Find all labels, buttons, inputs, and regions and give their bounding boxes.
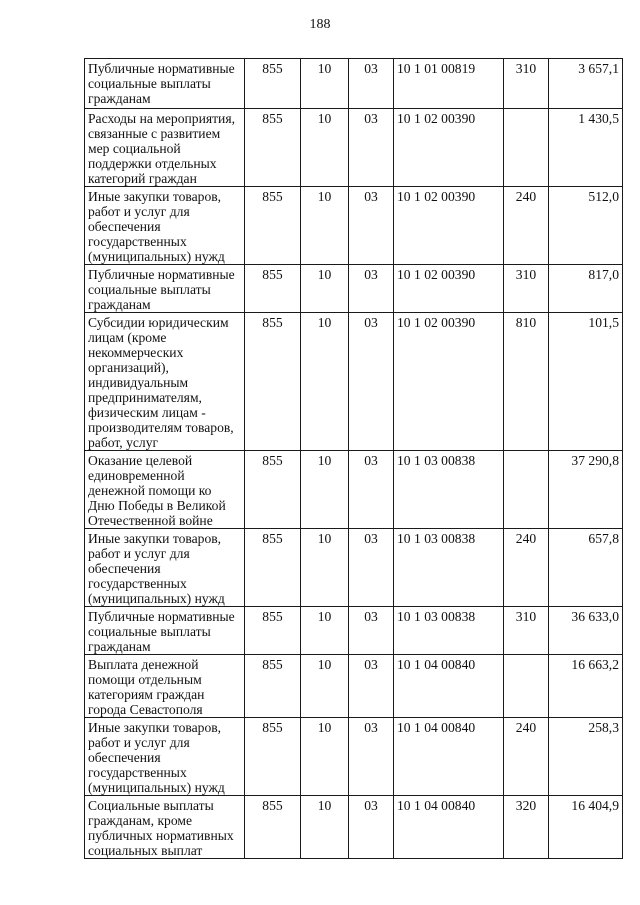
table-row xyxy=(85,265,623,313)
table-row xyxy=(85,109,623,187)
grbs-cell: 855 xyxy=(245,109,301,187)
subsection-cell: 03 xyxy=(349,313,394,451)
expense-name-cell: Иные закупки товаров, работ и услуг для обеспечения государственных (муниципальных) нужд xyxy=(85,718,245,796)
grbs-cell: 855 xyxy=(245,451,301,529)
expense-type-cell: 240 xyxy=(504,529,549,607)
subsection-cell: 03 xyxy=(349,655,394,718)
grbs-cell: 855 xyxy=(245,718,301,796)
table-row xyxy=(85,313,623,451)
target-article-cell: 10 1 02 00390 xyxy=(394,313,504,451)
section-cell: 10 xyxy=(301,718,349,796)
table-row xyxy=(85,718,623,796)
section-cell: 10 xyxy=(301,265,349,313)
section-cell: 10 xyxy=(301,313,349,451)
expense-type-cell xyxy=(504,451,549,529)
expense-type-cell: 810 xyxy=(504,313,549,451)
amount-cell: 37 290,8 xyxy=(549,451,623,529)
subsection-cell: 03 xyxy=(349,529,394,607)
amount-cell: 16 404,9 xyxy=(549,796,623,859)
section-cell: 10 xyxy=(301,796,349,859)
subsection-cell: 03 xyxy=(349,796,394,859)
expense-type-cell xyxy=(504,655,549,718)
target-article-cell: 10 1 04 00840 xyxy=(394,655,504,718)
grbs-cell: 855 xyxy=(245,529,301,607)
amount-cell: 101,5 xyxy=(549,313,623,451)
subsection-cell: 03 xyxy=(349,109,394,187)
section-cell: 10 xyxy=(301,59,349,109)
expense-name-cell: Расходы на мероприятия, связанные с развитием мер социальной поддержки отдельных категорий граждан xyxy=(85,109,245,187)
expense-name-cell: Иные закупки товаров, работ и услуг для обеспечения государственных (муниципальных) нужд xyxy=(85,529,245,607)
amount-cell: 3 657,1 xyxy=(549,59,623,109)
amount-cell: 512,0 xyxy=(549,187,623,265)
target-article-cell: 10 1 04 00840 xyxy=(394,796,504,859)
subsection-cell: 03 xyxy=(349,607,394,655)
amount-cell: 817,0 xyxy=(549,265,623,313)
table-row xyxy=(85,59,623,109)
subsection-cell: 03 xyxy=(349,59,394,109)
table-row xyxy=(85,607,623,655)
target-article-cell: 10 1 03 00838 xyxy=(394,451,504,529)
expense-name-cell: Оказание целевой единовременной денежной помощи ко Дню Победы в Великой Отечественной войне xyxy=(85,451,245,529)
section-cell: 10 xyxy=(301,109,349,187)
grbs-cell: 855 xyxy=(245,796,301,859)
section-cell: 10 xyxy=(301,655,349,718)
section-cell: 10 xyxy=(301,451,349,529)
expense-name-cell: Выплата денежной помощи отдельным категориям граждан города Севастополя xyxy=(85,655,245,718)
table-row xyxy=(85,796,623,859)
page-number: 188 xyxy=(309,17,331,32)
subsection-cell: 03 xyxy=(349,187,394,265)
grbs-cell: 855 xyxy=(245,187,301,265)
amount-cell: 1 430,5 xyxy=(549,109,623,187)
amount-cell: 258,3 xyxy=(549,718,623,796)
expense-type-cell: 310 xyxy=(504,59,549,109)
expense-name-cell: Социальные выплаты гражданам, кроме публичных нормативных социальных выплат xyxy=(85,796,245,859)
section-cell: 10 xyxy=(301,529,349,607)
target-article-cell: 10 1 04 00840 xyxy=(394,718,504,796)
grbs-cell: 855 xyxy=(245,265,301,313)
expense-name-cell: Иные закупки товаров, работ и услуг для обеспечения государственных (муниципальных) нужд xyxy=(85,187,245,265)
expense-type-cell: 310 xyxy=(504,265,549,313)
target-article-cell: 10 1 03 00838 xyxy=(394,607,504,655)
target-article-cell: 10 1 03 00838 xyxy=(394,529,504,607)
grbs-cell: 855 xyxy=(245,655,301,718)
expense-name-cell: Публичные нормативные социальные выплаты гражданам xyxy=(85,607,245,655)
expense-type-cell xyxy=(504,109,549,187)
expense-name-cell: Субсидии юридическим лицам (кроме некоммерческих организаций), индивидуальным предпринимателям, физическим лицам - производителям товаров, работ, услуг xyxy=(85,313,245,451)
target-article-cell: 10 1 02 00390 xyxy=(394,187,504,265)
grbs-cell: 855 xyxy=(245,313,301,451)
section-cell: 10 xyxy=(301,607,349,655)
grbs-cell: 855 xyxy=(245,607,301,655)
amount-cell: 657,8 xyxy=(549,529,623,607)
expense-type-cell: 240 xyxy=(504,718,549,796)
table-row xyxy=(85,529,623,607)
subsection-cell: 03 xyxy=(349,718,394,796)
amount-cell: 16 663,2 xyxy=(549,655,623,718)
amount-cell: 36 633,0 xyxy=(549,607,623,655)
target-article-cell: 10 1 01 00819 xyxy=(394,59,504,109)
subsection-cell: 03 xyxy=(349,265,394,313)
expense-name-cell: Публичные нормативные социальные выплаты гражданам xyxy=(85,265,245,313)
target-article-cell: 10 1 02 00390 xyxy=(394,109,504,187)
subsection-cell: 03 xyxy=(349,451,394,529)
budget-table xyxy=(84,58,623,859)
expense-type-cell: 320 xyxy=(504,796,549,859)
expense-type-cell: 240 xyxy=(504,187,549,265)
target-article-cell: 10 1 02 00390 xyxy=(394,265,504,313)
table-row xyxy=(85,655,623,718)
expense-name-cell: Публичные нормативные социальные выплаты гражданам xyxy=(85,59,245,109)
grbs-cell: 855 xyxy=(245,59,301,109)
table-row xyxy=(85,451,623,529)
table-row xyxy=(85,187,623,265)
expense-type-cell: 310 xyxy=(504,607,549,655)
section-cell: 10 xyxy=(301,187,349,265)
